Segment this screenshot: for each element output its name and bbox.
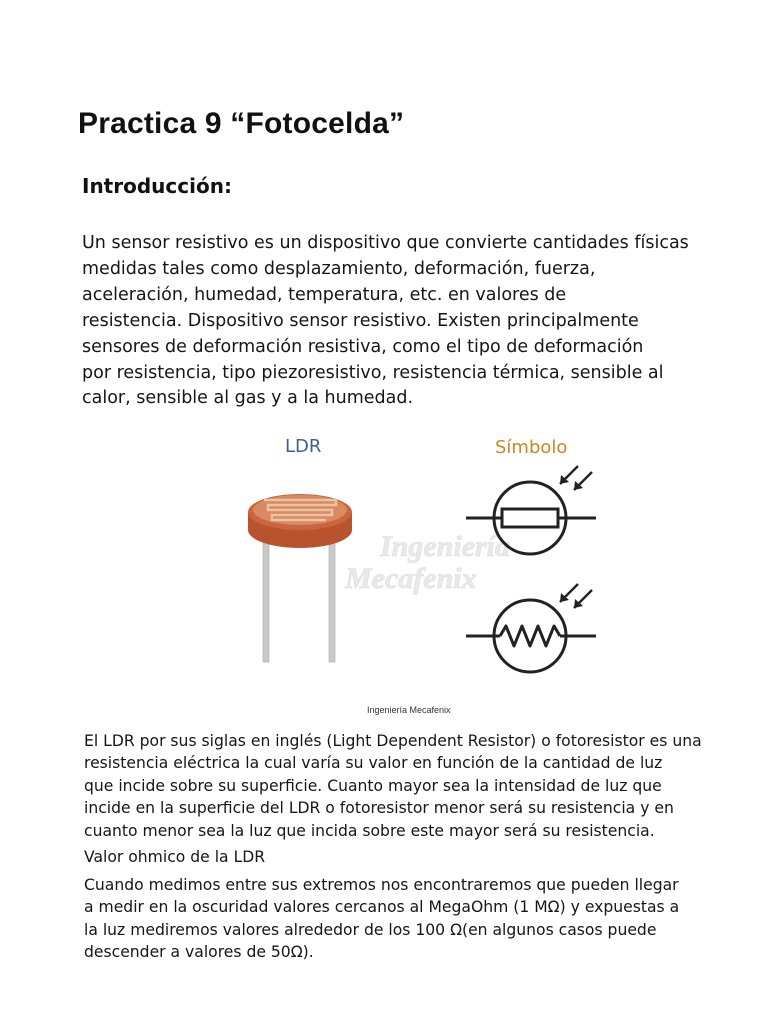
intro-paragraph — [82, 231, 754, 412]
intro-line: por resistencia, tipo piezoresistivo, resistencia térmica, sensible al — [82, 362, 664, 383]
ldr-figure — [220, 430, 620, 720]
paragraph-line: la luz mediremos valores alrededor de los 100 Ω(en algunos casos puede — [84, 920, 657, 939]
paragraph-line: El LDR por sus siglas en inglés (Light Dependent Resistor) o fotoresistor es una — [84, 732, 702, 750]
paragraph-line: cuanto menor sea la luz que incida sobre este mayor será su resistencia. — [84, 821, 655, 840]
paragraph-line: descender a valores de 50Ω). — [84, 943, 314, 962]
paragraph-line: resistencia eléctrica la cual varía su valor en función de la cantidad de luz — [84, 754, 663, 773]
intro-line: calor, sensible al gas y a la humedad. — [82, 388, 414, 409]
ohmic-value-paragraph — [84, 874, 756, 964]
page-title: Practica 9 “Fotocelda” — [78, 107, 405, 140]
ldr-description-paragraph — [84, 730, 756, 842]
ldr-component-icon — [248, 494, 352, 662]
watermark-text: Ingeniería — [380, 530, 511, 563]
intro-line: medidas tales como desplazamiento, deformación, fuerza, — [82, 258, 596, 279]
watermark-text: Mecafenix — [345, 562, 477, 595]
ldr-symbol-zigzag-icon — [466, 584, 596, 672]
intro-line: aceleración, humedad, temperatura, etc. en valores de — [82, 284, 567, 305]
section-heading-introduccion: Introducción: — [82, 174, 232, 198]
symbol-label: Símbolo — [495, 437, 568, 458]
intro-line: resistencia. Dispositivo sensor resistivo. Existen principalmente — [82, 310, 639, 331]
paragraph-line: incide en la superficie del LDR o fotoresistor menor será su resistencia y en — [84, 799, 674, 818]
ldr-label: LDR — [285, 436, 322, 457]
figure-caption: Ingeniería Mecafenix — [367, 705, 451, 715]
ldr-illustration — [220, 430, 620, 720]
intro-line: sensores de deformación resistiva, como el tipo de deformación — [82, 336, 644, 357]
paragraph-line: Cuando medimos entre sus extremos nos encontraremos que pueden llegar — [84, 876, 679, 894]
section-heading-valor-ohmico: Valor ohmico de la LDR — [84, 848, 266, 866]
paragraph-line: a medir en la oscuridad valores cercanos al MegaOhm (1 MΩ) y expuestas a — [84, 898, 680, 917]
paragraph-line: que incide sobre su superficie. Cuanto mayor sea la intensidad de luz que — [84, 776, 662, 795]
intro-line: Un sensor resistivo es un dispositivo que convierte cantidades físicas — [82, 233, 689, 253]
